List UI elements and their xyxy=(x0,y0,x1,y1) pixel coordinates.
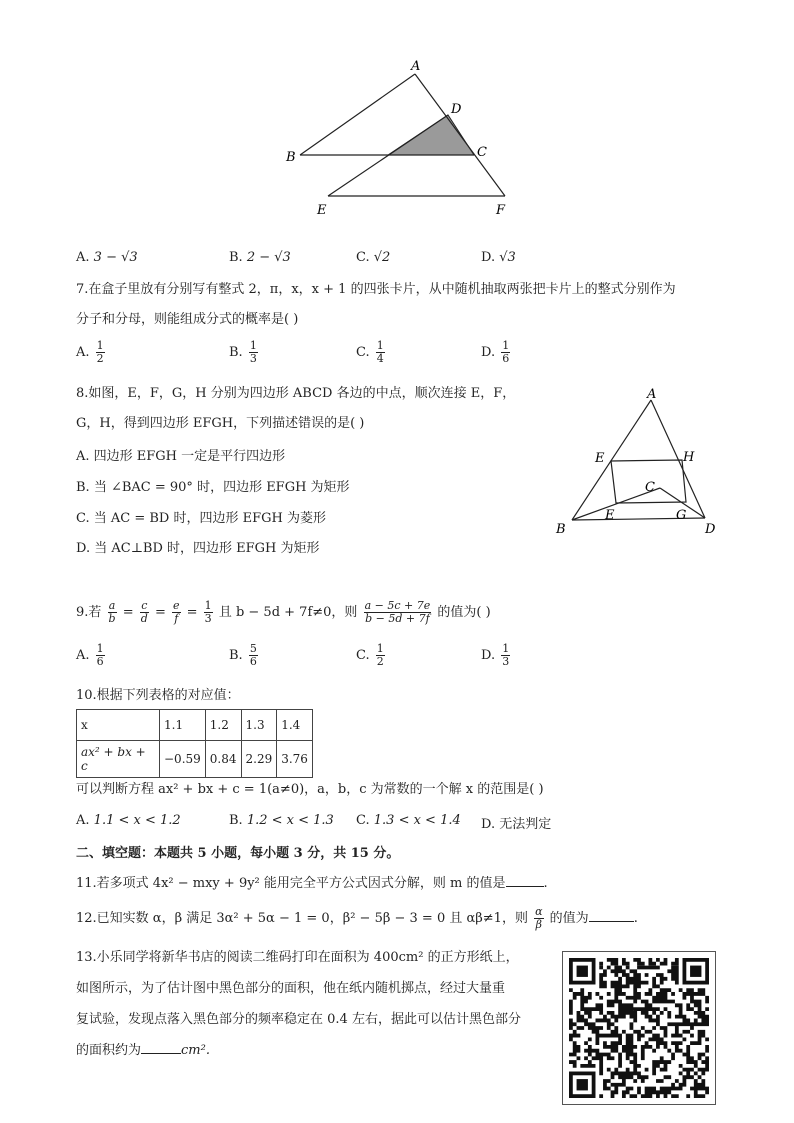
q8-line2: G，H，得到四边形 EFGH，下列描述错误的是( ) xyxy=(76,416,365,431)
q8-label-A: A xyxy=(647,387,657,402)
q13-line1: 13.小乐同学将新华书店的阅读二维码打印在面积为 400cm² 的正方形纸上， xyxy=(76,950,519,965)
q8-label-G: G xyxy=(676,508,687,523)
q8-option-b: B. 当 ∠BAC = 90° 时，四边形 EFGH 为矩形 xyxy=(76,480,350,495)
q7-option-b: B. $\frac{1}{3}$ xyxy=(229,339,257,365)
table-cell: −0.59 xyxy=(160,741,206,778)
q7-line2: 分子和分母，则能组成分式的概率是( ) xyxy=(76,312,299,327)
table-cell: 2.29 xyxy=(241,741,277,778)
shaded-triangle xyxy=(388,115,474,155)
table-row xyxy=(77,710,313,741)
q7-option-a: A. $\frac{1}{2}$ xyxy=(76,339,104,365)
q7-line1: 7.在盒子里放有分别写有整式 2，π，x，x + 1 的四张卡片，从中随机抽取两张把卡片上的整式分别作为 xyxy=(76,282,676,297)
label-B: B xyxy=(286,150,296,165)
table-cell: 1.3 xyxy=(241,710,277,741)
label-A: A xyxy=(411,59,421,74)
table-cell: 0.84 xyxy=(205,741,241,778)
table-cell: ax² + bx + c xyxy=(77,741,160,778)
q6-option-a: A. 3 − √3 xyxy=(76,250,138,265)
q7-option-d: D. $\frac{1}{6}$ xyxy=(481,339,510,365)
q12-question: 12.已知实数 α，β 满足 3α² + 5α − 1 = 0，β² − 5β − 3 = 0 且 αβ≠1，则 $\frac{\alpha}{\beta}$ 的值为 . xyxy=(76,905,638,931)
q7-option-c: C. $\frac{1}{4}$ xyxy=(356,339,384,365)
q13-line4: 的面积约为 cm². xyxy=(76,1043,210,1058)
q10-table xyxy=(76,709,313,778)
table-cell: 3.76 xyxy=(277,741,313,778)
q10-question: 可以判断方程 ax² + bx + c = 1(a≠0)，a，b，c 为常数的一个解 x 的范围是( ) xyxy=(76,782,544,797)
q11-question: 11.若多项式 4x² − mxy + 9y² 能用完全平方公式因式分解，则 m 的值是 . xyxy=(76,876,548,891)
q13-line3: 复试验，发现点落入黑色部分的频率稳定在 0.4 左右，据此可以估计黑色部分 xyxy=(76,1012,521,1027)
q10-title: 10.根据下列表格的对应值： xyxy=(76,688,240,703)
q6-option-b: B. 2 − √3 xyxy=(229,250,291,265)
q8-label-E1: E xyxy=(595,451,605,466)
q8-label-B: B xyxy=(556,522,566,537)
table-cell: x xyxy=(77,710,160,741)
q8-label-E2: E xyxy=(605,508,615,523)
q8-option-c: C. 当 AC = BD 时，四边形 EFGH 为菱形 xyxy=(76,511,326,526)
q9-option-b: B. $\frac{5}{6}$ xyxy=(229,642,257,668)
table-cell: 1.1 xyxy=(160,710,206,741)
q8-figure xyxy=(550,385,725,540)
table-cell: 1.2 xyxy=(205,710,241,741)
label-D: D xyxy=(451,102,462,117)
q8-label-D: D xyxy=(705,522,716,537)
label-E: E xyxy=(317,203,327,218)
q11-answer-blank[interactable] xyxy=(506,886,544,887)
q12-answer-blank[interactable] xyxy=(589,921,634,922)
q8-option-a: A. 四边形 EFGH 一定是平行四边形 xyxy=(76,449,286,464)
q8-label-H: H xyxy=(683,450,695,465)
q6-option-d: D. √3 xyxy=(481,250,516,265)
q10-option-c: C. 1.3 < x < 1.4 xyxy=(356,813,461,828)
q13-answer-blank[interactable] xyxy=(141,1053,181,1054)
q13-line2: 如图所示，为了估计图中黑色部分的面积，他在纸内随机掷点，经过大量重 xyxy=(76,981,506,996)
q9-question: 9.若 $\frac{a}{b}$ = $\frac{c}{d}$ = $\frac{e}{f}$ = $\frac{1}{3}$ 且 b − 5d + 7f≠0，则 $\frac{a - 5c + 7e}{b - 5d + 7f}$ 的值为( ) xyxy=(76,599,491,625)
section-heading: 二、填空题：本题共 5 小题，每小题 3 分，共 15 分。 xyxy=(76,846,400,861)
q10-option-d: D. 无法判定 xyxy=(481,817,552,832)
q8-line1: 8.如图，E，F，G，H 分别为四边形 ABCD 各边的中点，顺次连接 E，F， xyxy=(76,386,516,401)
q6-option-c: C. √2 xyxy=(356,250,391,265)
q10-option-a: A. 1.1 < x < 1.2 xyxy=(76,813,181,828)
q9-option-d: D. $\frac{1}{3}$ xyxy=(481,642,510,668)
q10-option-b: B. 1.2 < x < 1.3 xyxy=(229,813,334,828)
q9-option-c: C. $\frac{1}{2}$ xyxy=(356,642,384,668)
label-F: F xyxy=(496,203,506,218)
q6-figure xyxy=(280,55,520,225)
q8-option-d: D. 当 AC⊥BD 时，四边形 EFGH 为矩形 xyxy=(76,541,320,556)
table-cell: 1.4 xyxy=(277,710,313,741)
q8-label-C: C xyxy=(645,480,655,495)
table-row xyxy=(77,741,313,778)
qr-code-icon xyxy=(562,951,716,1105)
q9-option-a: A. $\frac{1}{6}$ xyxy=(76,642,104,668)
label-C: C xyxy=(477,145,487,160)
